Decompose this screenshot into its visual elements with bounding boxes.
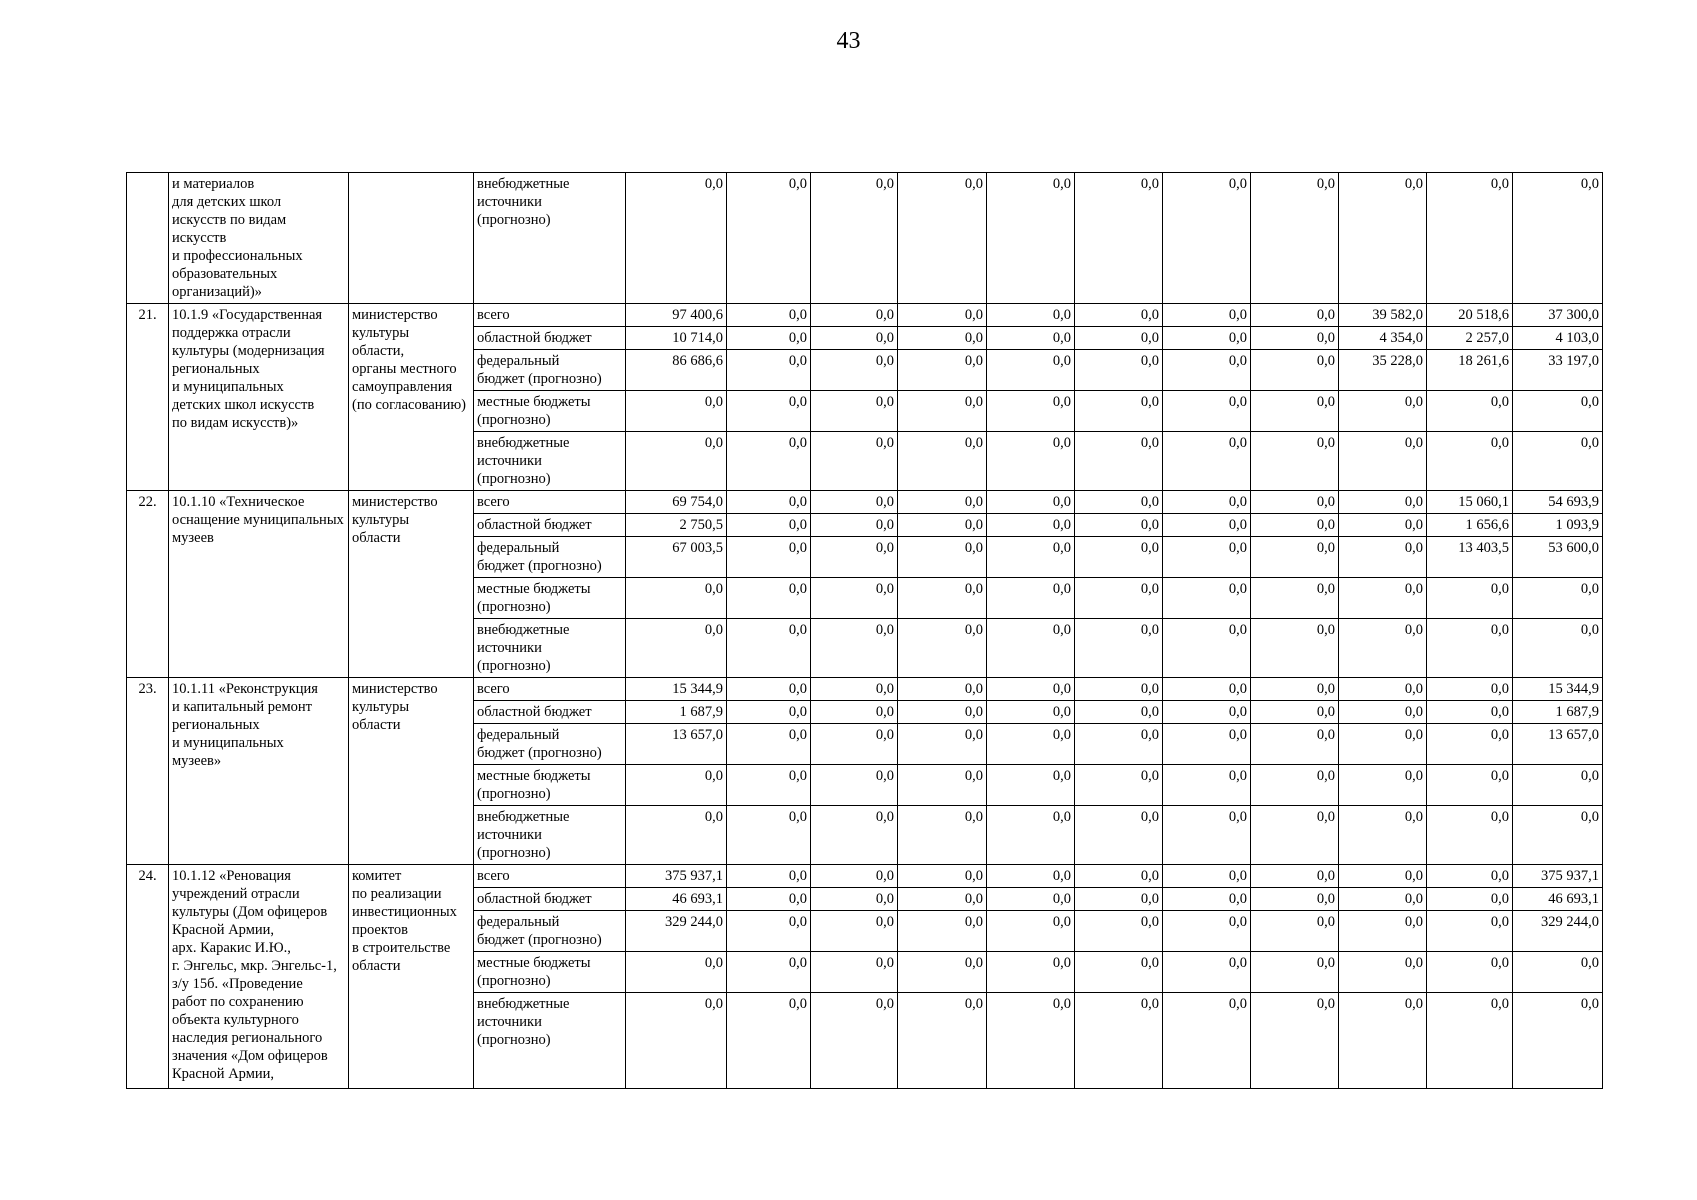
amount-cell: 0,0 — [811, 173, 898, 304]
amount-cell: 0,0 — [1339, 537, 1427, 578]
amount-cell: 0,0 — [987, 724, 1075, 765]
amount-cell: 0,0 — [727, 491, 811, 514]
amount-cell: 10 714,0 — [626, 327, 727, 350]
amount-cell: 0,0 — [811, 806, 898, 865]
amount-cell: 0,0 — [811, 350, 898, 391]
amount-cell: 0,0 — [1075, 911, 1163, 952]
amount-cell: 15 344,9 — [626, 678, 727, 701]
amount-cell: 0,0 — [1339, 765, 1427, 806]
amount-cell: 0,0 — [1513, 391, 1603, 432]
table-row — [127, 865, 1603, 888]
amount-cell: 0,0 — [1251, 391, 1339, 432]
amount-cell: 0,0 — [987, 491, 1075, 514]
amount-cell: 0,0 — [1339, 806, 1427, 865]
amount-cell: 0,0 — [727, 865, 811, 888]
executor: министерство культуры области, органы местного самоуправления (по согласованию) — [349, 304, 474, 491]
amount-cell: 0,0 — [1075, 619, 1163, 678]
funding-source: местные бюджеты (прогнозно) — [474, 765, 626, 806]
amount-cell: 0,0 — [727, 993, 811, 1089]
amount-cell: 0,0 — [898, 952, 987, 993]
amount-cell: 0,0 — [1251, 173, 1339, 304]
funding-source: местные бюджеты (прогнозно) — [474, 578, 626, 619]
amount-cell: 0,0 — [1163, 888, 1251, 911]
amount-cell: 0,0 — [727, 701, 811, 724]
amount-cell: 86 686,6 — [626, 350, 727, 391]
amount-cell: 0,0 — [1251, 701, 1339, 724]
amount-cell: 0,0 — [1163, 514, 1251, 537]
amount-cell: 0,0 — [1251, 537, 1339, 578]
amount-cell: 0,0 — [987, 327, 1075, 350]
amount-cell: 0,0 — [811, 911, 898, 952]
activity-name: и материалов для детских школ искусств по видам искусств и профессиональных образовательных организаций)» — [169, 173, 349, 304]
amount-cell: 0,0 — [987, 701, 1075, 724]
amount-cell: 0,0 — [811, 865, 898, 888]
amount-cell: 0,0 — [626, 391, 727, 432]
amount-cell: 0,0 — [626, 765, 727, 806]
row-number: 21. — [127, 304, 169, 491]
amount-cell: 0,0 — [1251, 327, 1339, 350]
amount-cell: 0,0 — [727, 678, 811, 701]
amount-cell: 0,0 — [1075, 993, 1163, 1089]
amount-cell: 0,0 — [1251, 952, 1339, 993]
amount-cell: 0,0 — [811, 952, 898, 993]
executor: министерство культуры области — [349, 678, 474, 865]
amount-cell: 0,0 — [1163, 432, 1251, 491]
amount-cell: 4 103,0 — [1513, 327, 1603, 350]
amount-cell: 0,0 — [1075, 701, 1163, 724]
amount-cell: 54 693,9 — [1513, 491, 1603, 514]
amount-cell: 0,0 — [727, 952, 811, 993]
activity-name: 10.1.12 «Реновация учреждений отрасли культуры (Дом офицеров Красной Армии, арх. Каракис И.Ю., г. Энгельс, мкр. Энгельс-1, з/у 15б. «Проведение работ по сохранению объекта культурного наследия регионального значения «Дом офицеров Красной Армии, — [169, 865, 349, 1089]
amount-cell: 0,0 — [727, 432, 811, 491]
amount-cell: 0,0 — [1427, 391, 1513, 432]
amount-cell: 0,0 — [1251, 724, 1339, 765]
amount-cell: 0,0 — [1075, 865, 1163, 888]
amount-cell: 0,0 — [1251, 678, 1339, 701]
amount-cell: 0,0 — [811, 327, 898, 350]
funding-source: внебюджетные источники (прогнозно) — [474, 806, 626, 865]
amount-cell: 0,0 — [811, 888, 898, 911]
amount-cell: 0,0 — [1427, 765, 1513, 806]
amount-cell: 0,0 — [1163, 765, 1251, 806]
amount-cell: 375 937,1 — [1513, 865, 1603, 888]
amount-cell: 0,0 — [1427, 993, 1513, 1089]
amount-cell: 0,0 — [898, 537, 987, 578]
amount-cell: 0,0 — [811, 619, 898, 678]
amount-cell: 13 657,0 — [1513, 724, 1603, 765]
amount-cell: 0,0 — [1163, 806, 1251, 865]
amount-cell: 0,0 — [898, 806, 987, 865]
amount-cell: 0,0 — [626, 619, 727, 678]
amount-cell: 0,0 — [626, 952, 727, 993]
amount-cell: 0,0 — [898, 888, 987, 911]
amount-cell: 0,0 — [1075, 432, 1163, 491]
amount-cell: 0,0 — [626, 806, 727, 865]
amount-cell: 13 403,5 — [1427, 537, 1513, 578]
amount-cell: 0,0 — [898, 304, 987, 327]
amount-cell: 0,0 — [811, 432, 898, 491]
executor — [349, 173, 474, 304]
amount-cell: 0,0 — [1163, 993, 1251, 1089]
amount-cell: 0,0 — [1251, 491, 1339, 514]
row-number: 24. — [127, 865, 169, 1089]
row-number: 23. — [127, 678, 169, 865]
amount-cell: 0,0 — [987, 952, 1075, 993]
amount-cell: 0,0 — [1251, 993, 1339, 1089]
amount-cell: 0,0 — [1251, 578, 1339, 619]
amount-cell: 0,0 — [1075, 678, 1163, 701]
amount-cell: 0,0 — [1251, 911, 1339, 952]
amount-cell: 0,0 — [898, 765, 987, 806]
amount-cell: 0,0 — [811, 765, 898, 806]
amount-cell: 0,0 — [1163, 491, 1251, 514]
funding-source: областной бюджет — [474, 514, 626, 537]
amount-cell: 0,0 — [811, 724, 898, 765]
amount-cell: 0,0 — [987, 806, 1075, 865]
amount-cell: 0,0 — [1163, 173, 1251, 304]
table-row — [127, 173, 1603, 304]
amount-cell: 0,0 — [811, 491, 898, 514]
funding-source: всего — [474, 491, 626, 514]
amount-cell: 0,0 — [811, 678, 898, 701]
amount-cell: 0,0 — [1427, 724, 1513, 765]
funding-source: местные бюджеты (прогнозно) — [474, 391, 626, 432]
amount-cell: 0,0 — [1075, 514, 1163, 537]
amount-cell: 0,0 — [1163, 952, 1251, 993]
amount-cell: 0,0 — [987, 514, 1075, 537]
amount-cell: 0,0 — [727, 173, 811, 304]
amount-cell: 1 093,9 — [1513, 514, 1603, 537]
amount-cell: 0,0 — [898, 911, 987, 952]
amount-cell: 33 197,0 — [1513, 350, 1603, 391]
amount-cell: 0,0 — [1163, 327, 1251, 350]
funding-source: федеральный бюджет (прогнозно) — [474, 911, 626, 952]
amount-cell: 0,0 — [898, 514, 987, 537]
amount-cell: 0,0 — [727, 304, 811, 327]
amount-cell: 1 687,9 — [1513, 701, 1603, 724]
page-number: 43 — [836, 28, 861, 54]
amount-cell: 0,0 — [1251, 619, 1339, 678]
amount-cell: 0,0 — [727, 514, 811, 537]
amount-cell: 0,0 — [1251, 304, 1339, 327]
amount-cell: 0,0 — [987, 304, 1075, 327]
amount-cell: 0,0 — [1427, 952, 1513, 993]
amount-cell: 0,0 — [987, 391, 1075, 432]
amount-cell: 0,0 — [811, 701, 898, 724]
amount-cell: 0,0 — [626, 993, 727, 1089]
amount-cell: 0,0 — [1163, 391, 1251, 432]
amount-cell: 0,0 — [626, 578, 727, 619]
amount-cell: 0,0 — [987, 537, 1075, 578]
amount-cell: 0,0 — [1513, 578, 1603, 619]
amount-cell: 0,0 — [1339, 888, 1427, 911]
table-row — [127, 304, 1603, 327]
amount-cell: 0,0 — [898, 327, 987, 350]
amount-cell: 0,0 — [1339, 952, 1427, 993]
amount-cell: 0,0 — [727, 619, 811, 678]
amount-cell: 0,0 — [898, 491, 987, 514]
amount-cell: 0,0 — [987, 173, 1075, 304]
amount-cell: 0,0 — [987, 678, 1075, 701]
amount-cell: 37 300,0 — [1513, 304, 1603, 327]
amount-cell: 53 600,0 — [1513, 537, 1603, 578]
amount-cell: 0,0 — [1339, 678, 1427, 701]
amount-cell: 0,0 — [1513, 432, 1603, 491]
amount-cell: 0,0 — [987, 993, 1075, 1089]
funding-source: внебюджетные источники (прогнозно) — [474, 173, 626, 304]
amount-cell: 0,0 — [1163, 304, 1251, 327]
amount-cell: 0,0 — [1251, 432, 1339, 491]
amount-cell: 15 060,1 — [1427, 491, 1513, 514]
amount-cell: 0,0 — [1513, 173, 1603, 304]
amount-cell: 0,0 — [811, 304, 898, 327]
amount-cell: 0,0 — [727, 578, 811, 619]
funding-source: федеральный бюджет (прогнозно) — [474, 724, 626, 765]
amount-cell: 0,0 — [1339, 578, 1427, 619]
amount-cell: 15 344,9 — [1513, 678, 1603, 701]
amount-cell: 0,0 — [898, 350, 987, 391]
amount-cell: 0,0 — [1075, 327, 1163, 350]
amount-cell: 0,0 — [1427, 888, 1513, 911]
amount-cell: 0,0 — [811, 391, 898, 432]
amount-cell: 4 354,0 — [1339, 327, 1427, 350]
amount-cell: 0,0 — [1339, 491, 1427, 514]
amount-cell: 0,0 — [727, 724, 811, 765]
amount-cell: 0,0 — [727, 537, 811, 578]
amount-cell: 0,0 — [1427, 911, 1513, 952]
amount-cell: 0,0 — [811, 578, 898, 619]
amount-cell: 0,0 — [1513, 993, 1603, 1089]
amount-cell: 35 228,0 — [1339, 350, 1427, 391]
amount-cell: 0,0 — [1075, 888, 1163, 911]
amount-cell: 0,0 — [727, 806, 811, 865]
amount-cell: 0,0 — [898, 391, 987, 432]
amount-cell: 0,0 — [1339, 701, 1427, 724]
amount-cell: 46 693,1 — [1513, 888, 1603, 911]
row-number — [127, 173, 169, 304]
amount-cell: 0,0 — [1075, 491, 1163, 514]
amount-cell: 0,0 — [1427, 619, 1513, 678]
amount-cell: 0,0 — [1427, 432, 1513, 491]
amount-cell: 0,0 — [898, 619, 987, 678]
amount-cell: 39 582,0 — [1339, 304, 1427, 327]
amount-cell: 0,0 — [1339, 911, 1427, 952]
amount-cell: 0,0 — [1339, 432, 1427, 491]
amount-cell: 18 261,6 — [1427, 350, 1513, 391]
amount-cell: 0,0 — [727, 391, 811, 432]
amount-cell: 0,0 — [727, 327, 811, 350]
amount-cell: 0,0 — [987, 911, 1075, 952]
amount-cell: 0,0 — [987, 432, 1075, 491]
amount-cell: 0,0 — [1339, 619, 1427, 678]
amount-cell: 0,0 — [1427, 701, 1513, 724]
amount-cell: 0,0 — [1075, 304, 1163, 327]
amount-cell: 0,0 — [1075, 173, 1163, 304]
amount-cell: 0,0 — [1163, 578, 1251, 619]
amount-cell: 0,0 — [987, 350, 1075, 391]
amount-cell: 375 937,1 — [626, 865, 727, 888]
amount-cell: 0,0 — [727, 888, 811, 911]
amount-cell: 0,0 — [898, 865, 987, 888]
amount-cell: 0,0 — [1163, 724, 1251, 765]
budget-table-body — [127, 173, 1603, 1089]
funding-source: областной бюджет — [474, 701, 626, 724]
amount-cell: 0,0 — [1075, 537, 1163, 578]
amount-cell: 0,0 — [898, 724, 987, 765]
amount-cell: 0,0 — [1163, 350, 1251, 391]
amount-cell: 0,0 — [1427, 806, 1513, 865]
amount-cell: 0,0 — [727, 765, 811, 806]
amount-cell: 0,0 — [626, 432, 727, 491]
table-row — [127, 491, 1603, 514]
activity-name: 10.1.11 «Реконструкция и капитальный ремонт региональных и муниципальных музеев» — [169, 678, 349, 865]
amount-cell: 0,0 — [1075, 724, 1163, 765]
amount-cell: 0,0 — [1163, 678, 1251, 701]
funding-source: внебюджетные источники (прогнозно) — [474, 619, 626, 678]
amount-cell: 0,0 — [1251, 865, 1339, 888]
amount-cell: 0,0 — [898, 993, 987, 1089]
amount-cell: 0,0 — [1075, 765, 1163, 806]
amount-cell: 0,0 — [987, 765, 1075, 806]
amount-cell: 0,0 — [1427, 173, 1513, 304]
amount-cell: 0,0 — [1513, 952, 1603, 993]
amount-cell: 2 257,0 — [1427, 327, 1513, 350]
amount-cell: 0,0 — [1339, 993, 1427, 1089]
amount-cell: 0,0 — [1339, 724, 1427, 765]
amount-cell: 0,0 — [1427, 578, 1513, 619]
amount-cell: 0,0 — [898, 678, 987, 701]
amount-cell: 0,0 — [1163, 911, 1251, 952]
amount-cell: 0,0 — [987, 888, 1075, 911]
activity-name: 10.1.9 «Государственная поддержка отрасли культуры (модернизация региональных и муниципальных детских школ искусств по видам искусств)» — [169, 304, 349, 491]
amount-cell: 0,0 — [727, 911, 811, 952]
amount-cell: 0,0 — [987, 865, 1075, 888]
amount-cell: 69 754,0 — [626, 491, 727, 514]
amount-cell: 0,0 — [1075, 350, 1163, 391]
amount-cell: 0,0 — [1513, 806, 1603, 865]
amount-cell: 0,0 — [1251, 514, 1339, 537]
amount-cell: 0,0 — [1251, 888, 1339, 911]
amount-cell: 0,0 — [1163, 537, 1251, 578]
activity-name: 10.1.10 «Техническое оснащение муниципальных музеев — [169, 491, 349, 678]
amount-cell: 0,0 — [1427, 865, 1513, 888]
executor: комитет по реализации инвестиционных проектов в строительстве области — [349, 865, 474, 1089]
amount-cell: 0,0 — [1075, 806, 1163, 865]
funding-source: внебюджетные источники (прогнозно) — [474, 432, 626, 491]
amount-cell: 0,0 — [1339, 865, 1427, 888]
amount-cell: 0,0 — [727, 350, 811, 391]
amount-cell: 97 400,6 — [626, 304, 727, 327]
amount-cell: 46 693,1 — [626, 888, 727, 911]
amount-cell: 329 244,0 — [626, 911, 727, 952]
amount-cell: 0,0 — [1513, 765, 1603, 806]
funding-source: федеральный бюджет (прогнозно) — [474, 537, 626, 578]
amount-cell: 0,0 — [1339, 391, 1427, 432]
funding-source: областной бюджет — [474, 888, 626, 911]
amount-cell: 0,0 — [898, 578, 987, 619]
amount-cell: 0,0 — [1513, 619, 1603, 678]
amount-cell: 0,0 — [1251, 350, 1339, 391]
amount-cell: 0,0 — [1251, 806, 1339, 865]
amount-cell: 0,0 — [1075, 952, 1163, 993]
budget-table — [126, 172, 1603, 1089]
funding-source: местные бюджеты (прогнозно) — [474, 952, 626, 993]
amount-cell: 0,0 — [811, 514, 898, 537]
amount-cell: 0,0 — [898, 173, 987, 304]
amount-cell: 0,0 — [898, 701, 987, 724]
amount-cell: 0,0 — [987, 578, 1075, 619]
amount-cell: 13 657,0 — [626, 724, 727, 765]
executor: министерство культуры области — [349, 491, 474, 678]
funding-source: федеральный бюджет (прогнозно) — [474, 350, 626, 391]
amount-cell: 0,0 — [1339, 514, 1427, 537]
amount-cell: 0,0 — [811, 537, 898, 578]
funding-source: областной бюджет — [474, 327, 626, 350]
amount-cell: 0,0 — [1075, 578, 1163, 619]
table-row — [127, 678, 1603, 701]
amount-cell: 0,0 — [1339, 173, 1427, 304]
amount-cell: 0,0 — [1163, 619, 1251, 678]
amount-cell: 0,0 — [898, 432, 987, 491]
amount-cell: 0,0 — [1427, 678, 1513, 701]
amount-cell: 0,0 — [1251, 765, 1339, 806]
amount-cell: 67 003,5 — [626, 537, 727, 578]
amount-cell: 1 656,6 — [1427, 514, 1513, 537]
funding-source: внебюджетные источники (прогнозно) — [474, 993, 626, 1089]
amount-cell: 1 687,9 — [626, 701, 727, 724]
amount-cell: 0,0 — [626, 173, 727, 304]
funding-source: всего — [474, 865, 626, 888]
amount-cell: 0,0 — [1163, 865, 1251, 888]
row-number: 22. — [127, 491, 169, 678]
amount-cell: 329 244,0 — [1513, 911, 1603, 952]
amount-cell: 0,0 — [811, 993, 898, 1089]
amount-cell: 0,0 — [1163, 701, 1251, 724]
funding-source: всего — [474, 678, 626, 701]
amount-cell: 0,0 — [1075, 391, 1163, 432]
amount-cell: 20 518,6 — [1427, 304, 1513, 327]
amount-cell: 2 750,5 — [626, 514, 727, 537]
funding-source: всего — [474, 304, 626, 327]
amount-cell: 0,0 — [987, 619, 1075, 678]
